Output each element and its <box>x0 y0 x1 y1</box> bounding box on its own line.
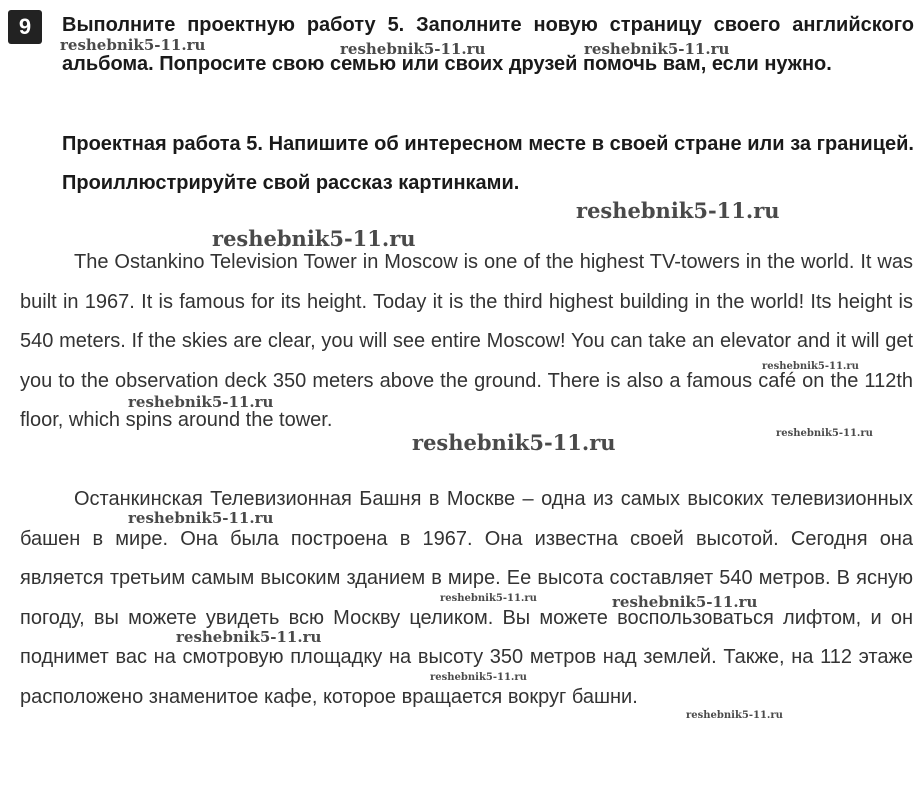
watermark: reshebnik5-11.ru <box>612 593 758 611</box>
project-instruction: Проектная работа 5. Напишите об интересном месте в своей стране или за границей. Проиллюстрируйте свой рассказ картинками. <box>62 133 914 194</box>
exercise-number-badge: 9 <box>8 10 42 44</box>
watermark: reshebnik5-11.ru <box>686 710 783 721</box>
watermark: reshebnik5-11.ru <box>340 40 486 58</box>
english-paragraph-text: The Ostankino Television Tower in Moscow is one of the highest TV-towers in the world. It was built in 1967. It is famous for its height. Today it is the third highest building in the world! Its height is 540 meters. If the skies are clear, you will see entire Moscow! You can take an elevator and it will get you to the observation deck 350 meters above the ground. There is also a famous café on the 112th floor, which spins around the tower. <box>20 251 913 431</box>
russian-paragraph-text: Останкинская Телевизионная Башня в Москве – одна из самых высоких телевизионных башен в мире. Она была построена в 1967. Она известна своей высотой. Сегодня она является третьим самым высоким зданием в мире. Ее высота составляет 540 метров. В ясную погоду, вы можете увидеть всю Москву целиком. Вы можете воспользоваться лифтом, и он поднимет вас на смотровую площадку на высоту 350 метров над землей. Также, на 112 этаже расположено знаменитое кафе, которое вращается вокруг башни. <box>20 488 913 708</box>
watermark: reshebnik5-11.ru <box>412 430 616 455</box>
watermark: reshebnik5-11.ru <box>776 428 873 439</box>
watermark: reshebnik5-11.ru <box>576 198 780 223</box>
watermark: reshebnik5-11.ru <box>60 36 206 54</box>
english-paragraph <box>20 243 913 441</box>
watermark: reshebnik5-11.ru <box>430 672 527 683</box>
watermark: reshebnik5-11.ru <box>440 593 537 604</box>
watermark: reshebnik5-11.ru <box>176 628 322 646</box>
watermark: reshebnik5-11.ru <box>128 509 274 527</box>
watermark: reshebnik5-11.ru <box>128 393 274 411</box>
watermark: reshebnik5-11.ru <box>212 226 416 251</box>
watermark: reshebnik5-11.ru <box>584 40 730 58</box>
watermark: reshebnik5-11.ru <box>762 361 859 372</box>
task-instruction: Выполните проектную работу 5. Заполните новую страницу своего английского альбома. Попросите свою семью или своих друзей помочь вам, если нужно. <box>62 14 914 75</box>
russian-paragraph <box>20 480 913 717</box>
